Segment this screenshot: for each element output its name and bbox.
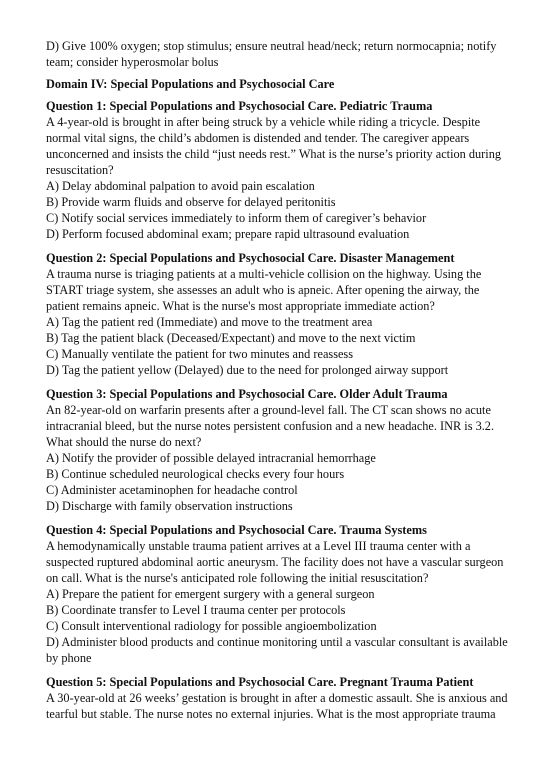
- question-title: Question 2: Special Populations and Psychosocial Care. Disaster Management: [46, 251, 455, 265]
- text-line: D) Give 100% oxygen; stop stimulus; ensure neutral head/neck; return normocapnia; notify: [46, 39, 497, 53]
- domain-heading: Domain IV: Special Populations and Psychosocial Care: [46, 77, 335, 91]
- previous-answer-continuation: [46, 38, 512, 70]
- answer-option: A) Delay abdominal palpation to avoid pain escalation: [46, 179, 315, 193]
- document-page: [46, 38, 512, 722]
- question-stem-line: unconcerned and insists the child “just needs rest.” What is the nurse’s priority action during: [46, 147, 501, 161]
- answer-option: B) Coordinate transfer to Level I trauma center per protocols: [46, 603, 346, 617]
- question-title: Question 5: Special Populations and Psychosocial Care. Pregnant Trauma Patient: [46, 675, 474, 689]
- answer-option: D) Perform focused abdominal exam; prepare rapid ultrasound evaluation: [46, 227, 410, 241]
- question-stem-line: tearful but stable. The nurse notes no external injuries. What is the most appropriate trauma: [46, 707, 496, 721]
- question-stem-line: START triage system, she assesses an adult who is apneic. After opening the airway, the: [46, 283, 480, 297]
- answer-option: B) Continue scheduled neurological checks every four hours: [46, 467, 345, 481]
- question-stem-line: A trauma nurse is triaging patients at a multi-vehicle collision on the highway. Using the: [46, 267, 482, 281]
- question-stem-line: An 82-year-old on warfarin presents after a ground-level fall. The CT scan shows no acute: [46, 403, 491, 417]
- question-block: [46, 386, 512, 514]
- question-title: Question 3: Special Populations and Psychosocial Care. Older Adult Trauma: [46, 387, 448, 401]
- answer-option: A) Prepare the patient for emergent surgery with a general surgeon: [46, 587, 375, 601]
- text-line: team; consider hyperosmolar bolus: [46, 55, 219, 69]
- answer-option: C) Administer acetaminophen for headache control: [46, 483, 298, 497]
- question-block: [46, 522, 512, 666]
- question-stem-line: normal vital signs, the child’s abdomen is distended and tender. The caregiver appears: [46, 131, 470, 145]
- answer-option: D) Discharge with family observation instructions: [46, 499, 293, 513]
- question-stem-line: A 30-year-old at 26 weeks’ gestation is brought in after a domestic assault. She is anxious and: [46, 691, 508, 705]
- question-block: [46, 98, 512, 242]
- question-title: Question 1: Special Populations and Psychosocial Care. Pediatric Trauma: [46, 99, 433, 113]
- answer-option: by phone: [46, 651, 92, 665]
- answer-option: C) Notify social services immediately to inform them of caregiver’s behavior: [46, 211, 427, 225]
- question-stem-line: A hemodynamically unstable trauma patient arrives at a Level III trauma center with a: [46, 539, 471, 553]
- answer-option: B) Provide warm fluids and observe for delayed peritonitis: [46, 195, 336, 209]
- answer-option: B) Tag the patient black (Deceased/Expectant) and move to the next victim: [46, 331, 416, 345]
- question-stem-line: A 4-year-old is brought in after being struck by a vehicle while riding a tricycle. Despite: [46, 115, 481, 129]
- question-stem-line: suspected ruptured abdominal aortic aneurysm. The facility does not have a vascular surgeon: [46, 555, 504, 569]
- answer-option: D) Tag the patient yellow (Delayed) due to the need for prolonged airway support: [46, 363, 449, 377]
- question-block: [46, 250, 512, 378]
- question-block: [46, 674, 512, 722]
- answer-option: A) Notify the provider of possible delayed intracranial hemorrhage: [46, 451, 376, 465]
- answer-option: C) Manually ventilate the patient for two minutes and reassess: [46, 347, 354, 361]
- question-title: Question 4: Special Populations and Psychosocial Care. Trauma Systems: [46, 523, 427, 537]
- question-stem-line: What should the nurse do next?: [46, 435, 202, 449]
- question-stem-line: patient remains apneic. What is the nurse's most appropriate immediate action?: [46, 299, 435, 313]
- answer-option: A) Tag the patient red (Immediate) and move to the treatment area: [46, 315, 373, 329]
- question-stem-line: on call. What is the nurse's anticipated role following the initial resuscitation?: [46, 571, 429, 585]
- answer-option: D) Administer blood products and continue monitoring until a vascular consultant is available: [46, 635, 508, 649]
- question-stem-line: intracranial bleed, but the nurse notes persistent confusion and a new headache. INR is 3.2.: [46, 419, 495, 433]
- question-stem-line: resuscitation?: [46, 163, 114, 177]
- answer-option: C) Consult interventional radiology for possible angioembolization: [46, 619, 377, 633]
